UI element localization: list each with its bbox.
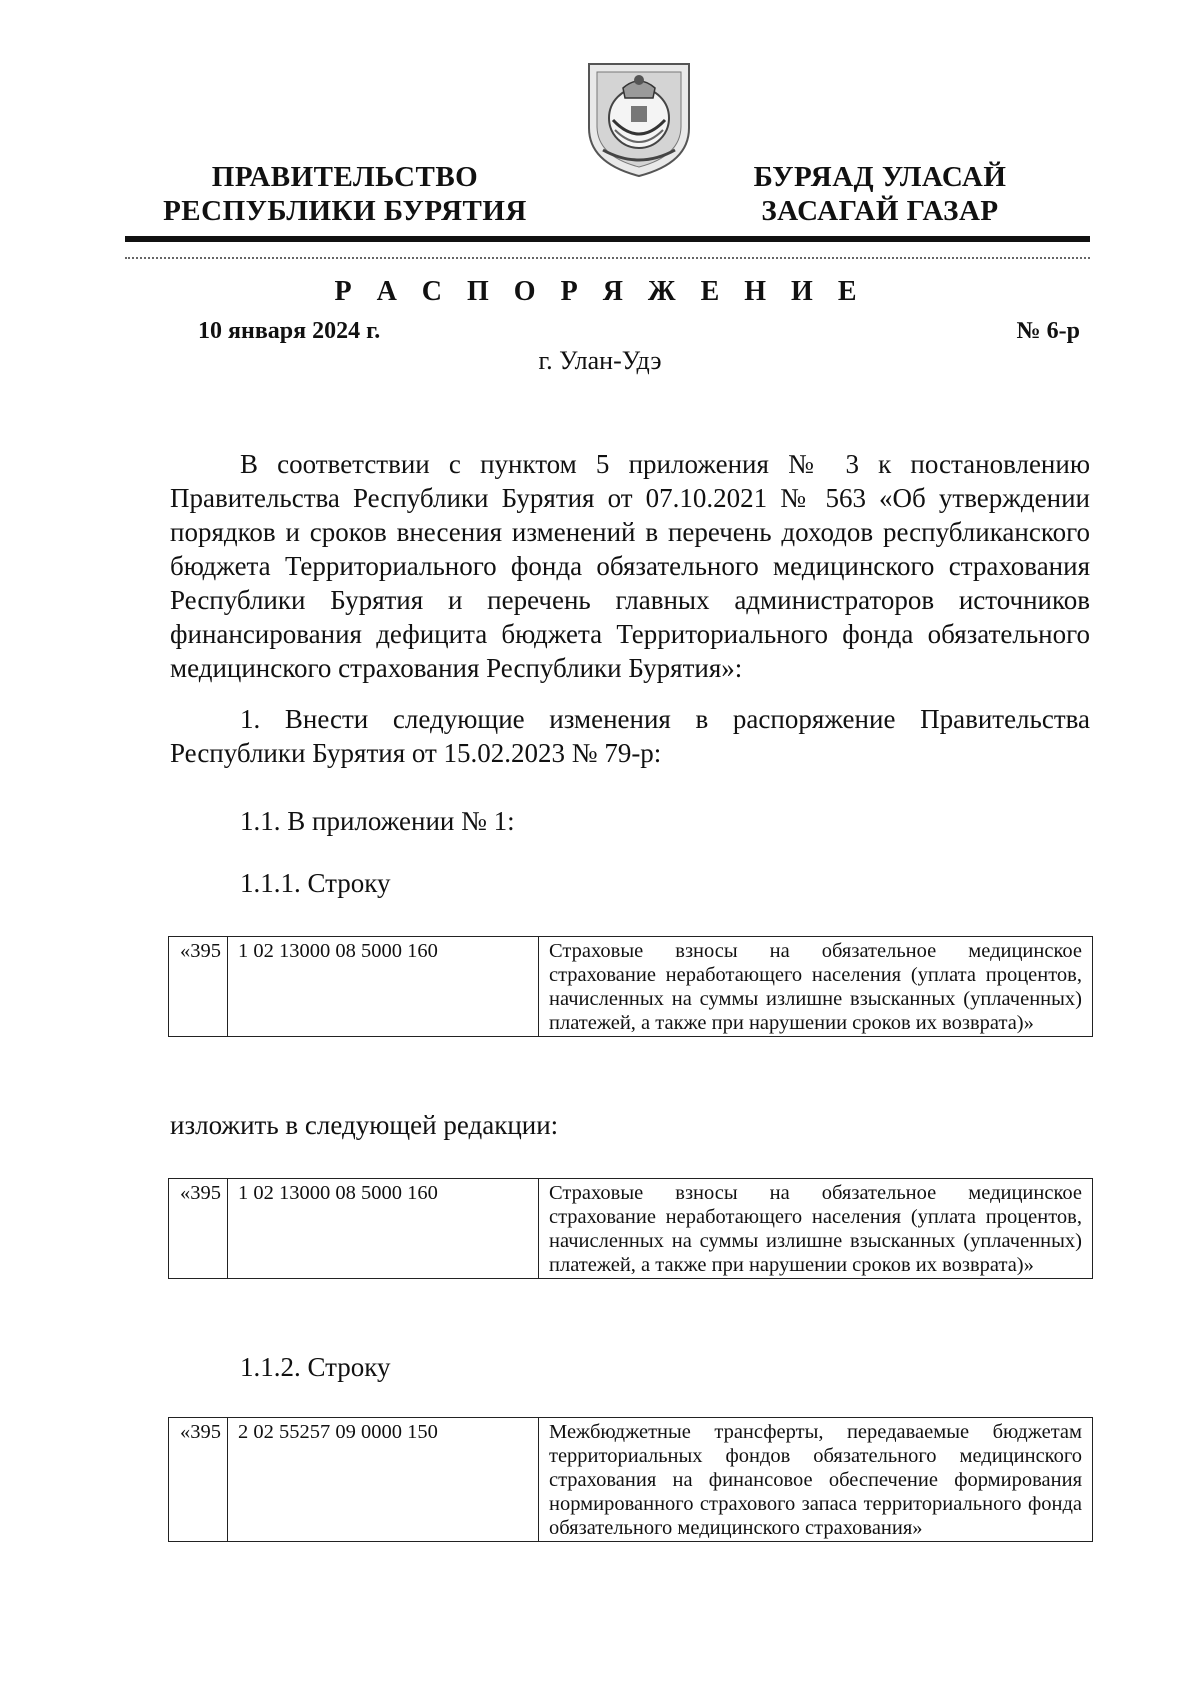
row-code: «395 bbox=[169, 937, 228, 1037]
header-divider-thick bbox=[125, 236, 1090, 242]
document-number: № 6-р bbox=[1016, 318, 1080, 344]
row-kbk: 2 02 55257 09 0000 150 bbox=[228, 1418, 539, 1542]
header-right-line2: ЗАСАГАЙ ГАЗАР bbox=[761, 195, 999, 227]
government-name-bua bbox=[720, 160, 1040, 228]
row-code: «395 bbox=[169, 1179, 228, 1279]
coat-of-arms-icon bbox=[583, 58, 695, 180]
header-left-line2: РЕСПУБЛИКИ БУРЯТИЯ bbox=[163, 195, 527, 227]
new-row-table bbox=[168, 1178, 1093, 1279]
row-kbk: 1 02 13000 08 5000 160 bbox=[228, 1179, 539, 1279]
header-right-line1: БУРЯАД УЛАСАЙ bbox=[753, 161, 1007, 193]
item-1-paragraph: 1. Внести следующие изменения в распоряжение Правительства Республики Бурятия от 15.02.2023 № 79-р: bbox=[170, 704, 1090, 768]
item-1-1-1: 1.1.1. Строку bbox=[240, 868, 391, 898]
row-description: Страховые взносы на обязательное медицинское страхование неработающего населения (уплата процентов, начисленных на суммы излишне взысканных (уплаченных) платежей, а также при нарушении сроков их возврата)» bbox=[539, 937, 1093, 1037]
item-1-1: 1.1. В приложении № 1: bbox=[240, 806, 515, 836]
document-date: 10 января 2024 г. bbox=[198, 318, 381, 344]
present-as-line: изложить в следующей редакции: bbox=[170, 1110, 559, 1140]
old-row-table bbox=[168, 936, 1093, 1037]
table-row bbox=[169, 1179, 1093, 1279]
header-left-line1: ПРАВИТЕЛЬСТВО bbox=[211, 161, 479, 193]
intro-paragraph: В соответствии с пунктом 5 приложения № 3 к постановлению Правительства Республики Бурятия от 07.10.2021 № 563 «Об утверждении порядков и сроков внесения изменений в перечень доходов республиканского бюджета Территориального фонда обязательного медицинского страхования Республики Бурятия и перечень главных администраторов источников финансирования дефицита бюджета Территориального фонда обязательного медицинского страхования Республики Бурятия»: bbox=[170, 449, 1090, 683]
row-kbk: 1 02 13000 08 5000 160 bbox=[228, 937, 539, 1037]
government-name-ru bbox=[150, 160, 540, 228]
item-1-1-2: 1.1.2. Строку bbox=[240, 1352, 391, 1382]
document-city: г. Улан-Удэ bbox=[538, 346, 662, 375]
table-row bbox=[169, 1418, 1093, 1542]
row-description: Межбюджетные трансферты, передаваемые бюджетам территориальных фондов обязательного медицинского страхования на финансовое обеспечение формирования нормированного страхового запаса территориального фонда обязательного медицинского страхования» bbox=[539, 1418, 1093, 1542]
table-row bbox=[169, 937, 1093, 1037]
row-description: Страховые взносы на обязательное медицинское страхование неработающего населения (уплата процентов, начисленных на суммы излишне взысканных (уплаченных) платежей, а также при нарушении сроков их возврата)» bbox=[539, 1179, 1093, 1279]
row-code: «395 bbox=[169, 1418, 228, 1542]
row2-table bbox=[168, 1417, 1093, 1542]
document-type: Р А С П О Р Я Ж Е Н И Е bbox=[334, 276, 866, 307]
header-divider-thin bbox=[125, 257, 1090, 259]
